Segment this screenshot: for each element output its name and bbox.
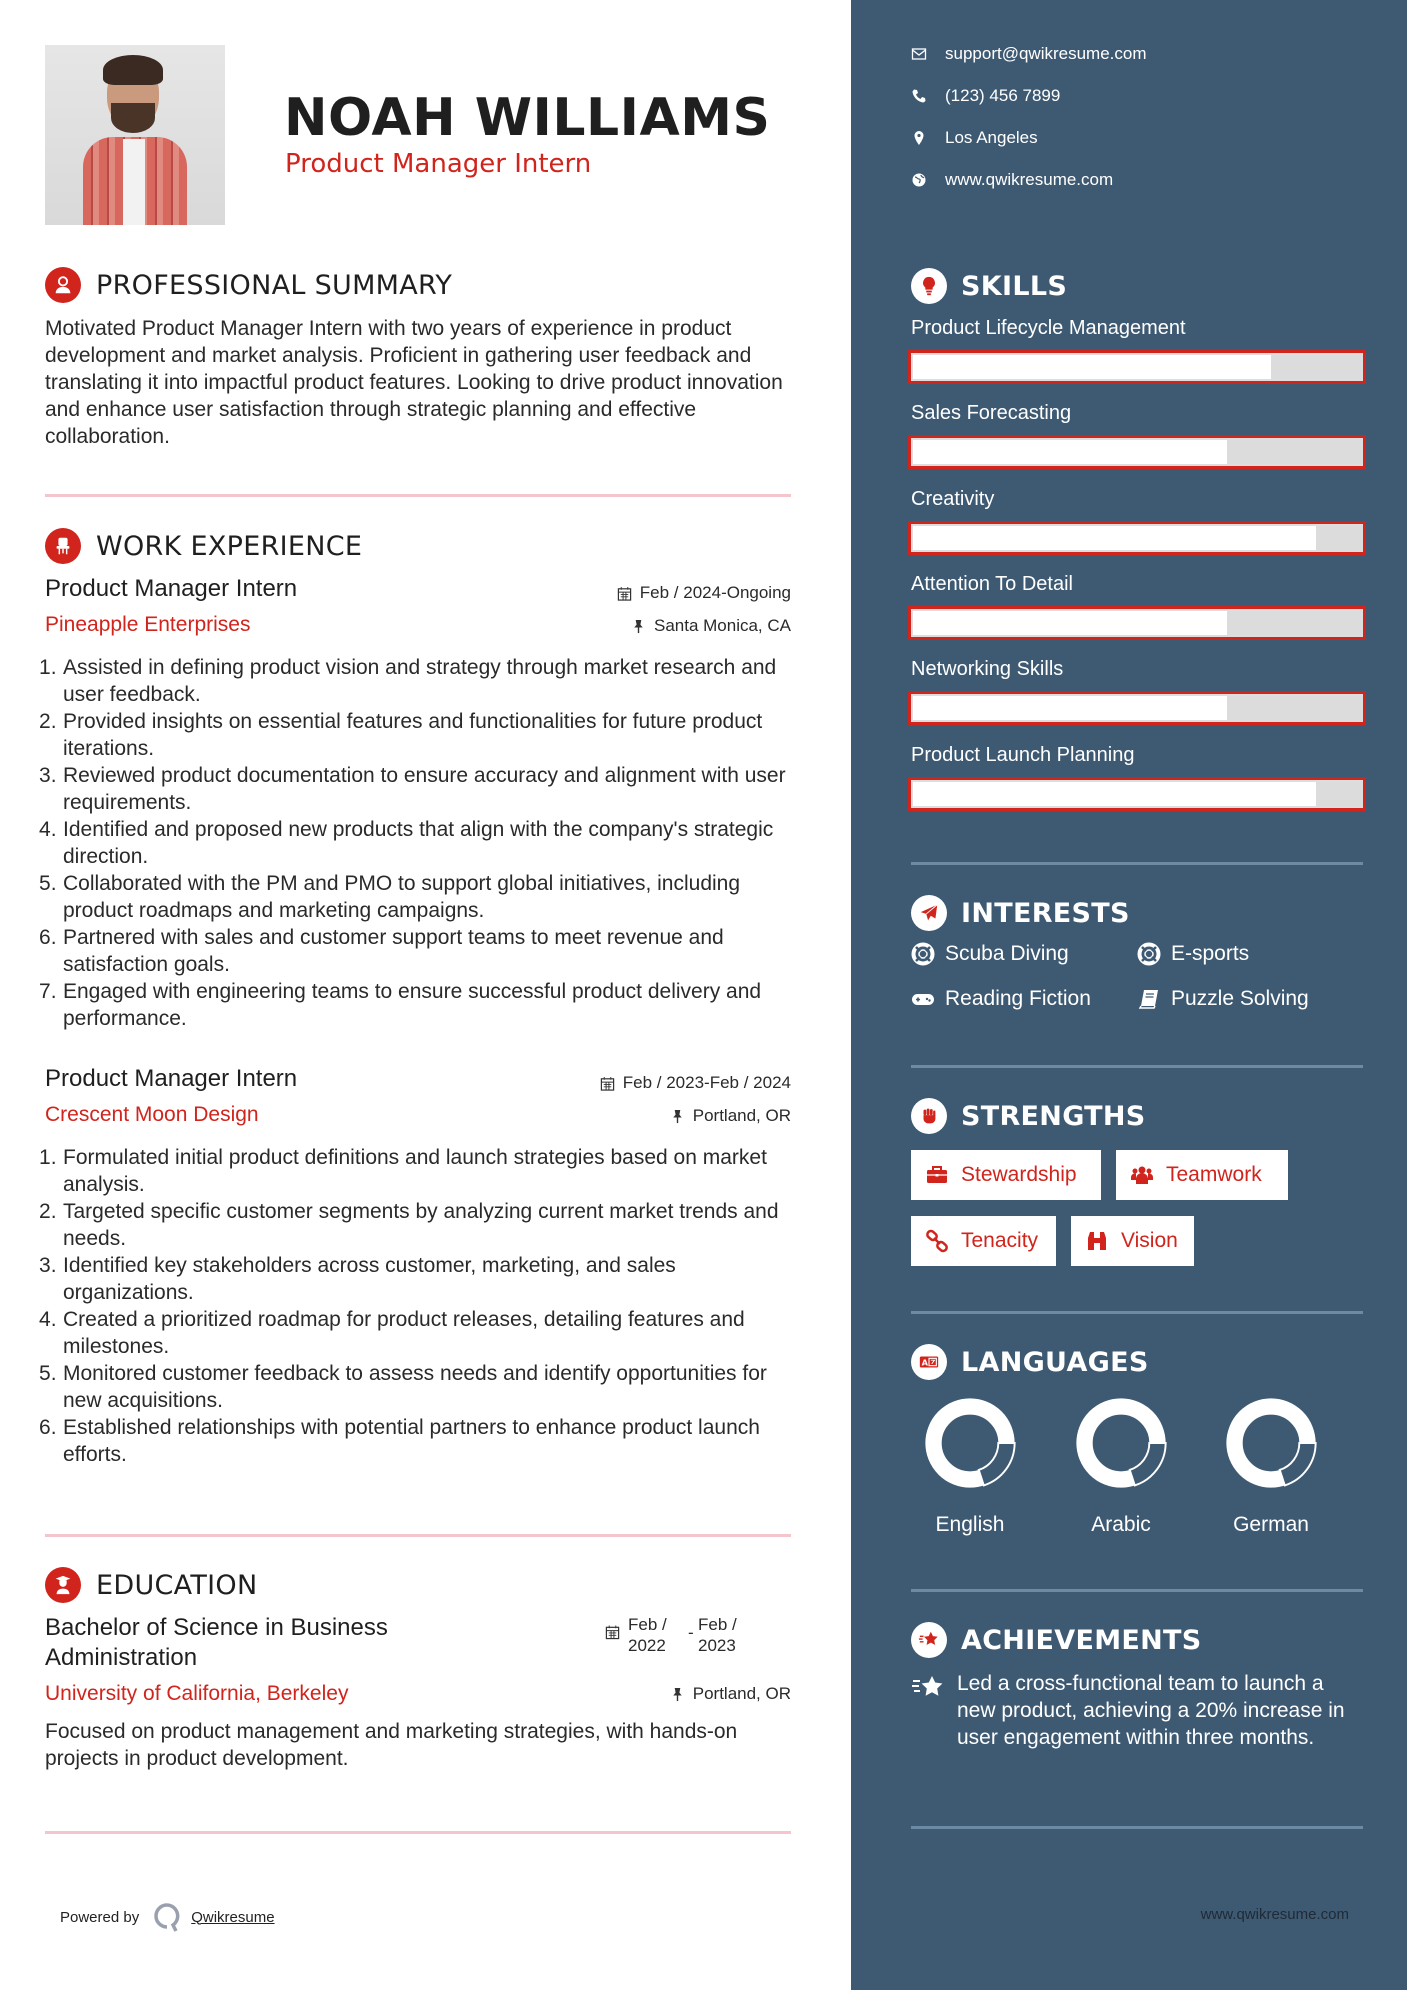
achievement-text: Led a cross-functional team to launch a new product, achieving a 20% increase in user engagement within three months. [957, 1672, 1345, 1749]
lightbulb-icon [911, 268, 947, 304]
job-location-text: Portland, OR [692, 1106, 791, 1125]
interest-label: E-sports [1171, 942, 1250, 965]
photo-beard [111, 103, 155, 133]
section-title: LANGUAGES [961, 1346, 1149, 1378]
skill-fill [913, 526, 1316, 550]
language-donut [1223, 1395, 1319, 1491]
skill-fill [913, 611, 1227, 635]
company-name: Pineapple Enterprises [45, 613, 251, 636]
education-description: Focused on product management and marketing strategies, with hands-on projects in product development. [45, 1720, 738, 1770]
shooting-star-icon [911, 1674, 945, 1702]
strength-label: Stewardship [961, 1163, 1077, 1186]
section-title: INTERESTS [961, 897, 1130, 929]
section-divider [911, 1065, 1363, 1068]
interests-heading [911, 895, 1130, 931]
job-bullet: Established relationships with potential partners to enhance product launch efforts. [63, 1416, 760, 1466]
candidate-title: Product Manager Intern [285, 149, 592, 179]
job-title: Product Manager Intern [45, 1065, 298, 1092]
phone-text: (123) 456 7899 [945, 86, 1061, 105]
school-name: University of California, Berkeley [45, 1682, 349, 1705]
skill-bar [908, 606, 1366, 640]
section-divider [911, 1589, 1363, 1592]
paper-plane-icon [911, 895, 947, 931]
language-label: German [1233, 1513, 1309, 1536]
strength-chip [1071, 1216, 1194, 1266]
job-bullet: Partnered with sales and customer support teams to meet revenue and satisfaction goals. [63, 926, 724, 976]
donut-remainder [979, 1443, 1015, 1485]
job-dates-text: Feb / 2024-Ongoing [639, 583, 791, 602]
strength-chip [1116, 1150, 1288, 1200]
strength-label: Teamwork [1166, 1163, 1262, 1186]
profile-photo [45, 45, 225, 225]
donut-remainder [1280, 1443, 1316, 1485]
star-award-icon [911, 1622, 947, 1658]
globe-icon [911, 172, 927, 188]
language-item [915, 1395, 1025, 1537]
job-location [631, 616, 791, 636]
fist-icon [911, 1098, 947, 1134]
section-title: EDUCATION [96, 1569, 258, 1601]
education-location [670, 1684, 791, 1704]
user-icon [45, 267, 81, 303]
gamepad-icon [911, 987, 935, 1011]
job-bullet: Engaged with engineering teams to ensure successful product delivery and performance. [63, 980, 762, 1030]
skill-fill [913, 355, 1271, 379]
interest-label: Reading Fiction [945, 987, 1091, 1010]
job-bullet: Provided insights on essential features and functionalities for future product iterations. [63, 710, 763, 760]
experience-heading [45, 528, 362, 564]
phone-icon [911, 88, 927, 104]
life-ring-icon [911, 942, 935, 966]
job-dates [600, 1073, 791, 1093]
language-donut [1073, 1395, 1169, 1491]
job-bullet: Collaborated with the PM and PMO to support global initiatives, including product roadmaps and marketing campaigns. [63, 872, 741, 922]
donut-remainder [1130, 1443, 1166, 1485]
job-bullets [45, 1144, 795, 1468]
interest-item [1137, 987, 1309, 1011]
skill-label: Sales Forecasting [911, 402, 1072, 424]
pin-icon [670, 1687, 685, 1702]
education-end: Feb / 2023 [698, 1615, 737, 1655]
skill-fill [913, 440, 1227, 464]
skill-label: Product Lifecycle Management [911, 317, 1186, 339]
education-start: Feb / 2022 [628, 1615, 667, 1655]
contact-phone[interactable] [911, 86, 1060, 106]
skill-fill [913, 696, 1227, 720]
life-ring-icon [1137, 942, 1161, 966]
interest-label: Scuba Diving [945, 942, 1069, 965]
job-bullet: Identified and proposed new products that align with the company's strategic direction. [63, 818, 774, 868]
job-bullet: Assisted in defining product vision and strategy through market research and user feedback. [63, 656, 777, 706]
powered-by [60, 1902, 275, 1932]
contact-email[interactable] [911, 44, 1147, 64]
language-item [1216, 1395, 1326, 1537]
svg-text:A: A [921, 1357, 929, 1368]
language-label: English [935, 1513, 1005, 1536]
section-divider [911, 1311, 1363, 1314]
job-dates-text: Feb / 2023-Feb / 2024 [622, 1073, 791, 1092]
interest-item [911, 987, 1091, 1011]
graduate-icon [45, 1567, 81, 1603]
language-donut [922, 1395, 1018, 1491]
section-divider [45, 1831, 791, 1834]
chair-icon [45, 528, 81, 564]
job-location-text: Santa Monica, CA [653, 616, 791, 635]
skill-bar [908, 521, 1366, 555]
job-bullet: Formulated initial product definitions and launch strategies based on market analysis. [63, 1146, 767, 1196]
education-heading [45, 1567, 257, 1603]
book-icon [1137, 987, 1161, 1011]
skill-label: Product Launch Planning [911, 744, 1135, 766]
calendar-icon [617, 586, 632, 601]
strength-chip [911, 1150, 1101, 1200]
section-title: SKILLS [961, 270, 1068, 302]
link-icon [925, 1229, 949, 1253]
photo-hair [103, 55, 163, 85]
job-location [670, 1106, 791, 1126]
achievements-heading [911, 1622, 1202, 1658]
job-bullet: Created a prioritized roadmap for product releases, detailing features and milestones. [63, 1308, 745, 1358]
section-divider [45, 494, 791, 497]
section-title: WORK EXPERIENCE [96, 530, 363, 562]
achievement-item [911, 1670, 1367, 1751]
website-text: www.qwikresume.com [945, 170, 1114, 189]
job-bullets [45, 654, 795, 1032]
skill-label: Networking Skills [911, 658, 1064, 680]
binoculars-icon [1085, 1229, 1109, 1253]
section-divider [911, 1826, 1363, 1829]
education-dates [605, 1614, 758, 1656]
language-item [1066, 1395, 1176, 1537]
strengths-heading [911, 1098, 1146, 1134]
envelope-icon [911, 46, 927, 62]
job-title: Product Manager Intern [45, 575, 298, 602]
strength-label: Vision [1121, 1229, 1178, 1252]
calendar-icon [605, 1624, 620, 1640]
interest-item [1137, 942, 1249, 966]
qwikresume-logo-icon [153, 1902, 181, 1932]
skill-label: Attention To Detail [911, 573, 1073, 595]
summary-text: Motivated Product Manager Intern with two years of experience in product development and market analysis. Proficient in gathering user feedback and translating it into impactful product features. Looking to drive product innovation and enhance user satisfaction through strategic planning and effective collaboration. [45, 317, 783, 448]
calendar-icon [600, 1076, 615, 1091]
photo-tee [123, 139, 145, 225]
skill-label: Creativity [911, 488, 995, 510]
strength-label: Tenacity [961, 1229, 1039, 1252]
summary-heading [45, 267, 452, 303]
company-name: Crescent Moon Design [45, 1103, 259, 1126]
contact-location [911, 128, 1038, 148]
date-separator: - [688, 1623, 694, 1642]
skill-bar [908, 777, 1366, 811]
job-bullet: Identified key stakeholders across customer, marketing, and sales organizations. [63, 1254, 676, 1304]
contact-website[interactable] [911, 170, 1113, 190]
skill-bar [908, 691, 1366, 725]
job-bullet: Targeted specific customer segments by analyzing current market trends and needs. [63, 1200, 779, 1250]
languages-heading [911, 1344, 1149, 1380]
degree-title: Bachelor of Science in Business Administration [45, 1614, 388, 1671]
job-dates [617, 583, 791, 603]
email-text: support@qwikresume.com [945, 44, 1147, 63]
education-location-text: Portland, OR [692, 1684, 791, 1703]
section-divider [45, 1534, 791, 1537]
language-label: Arabic [1091, 1513, 1151, 1536]
users-icon [1130, 1163, 1154, 1187]
location-text: Los Angeles [945, 128, 1038, 147]
pin-icon [670, 1109, 685, 1124]
skill-bar [908, 350, 1366, 384]
section-title: ACHIEVEMENTS [961, 1624, 1202, 1656]
candidate-name: NOAH WILLIAMS [284, 88, 771, 148]
skill-fill [913, 782, 1316, 806]
qwikresume-link[interactable]: Qwikresume [191, 1908, 275, 1926]
pin-icon [631, 619, 646, 634]
interest-label: Puzzle Solving [1171, 987, 1309, 1010]
translate-icon [911, 1344, 947, 1380]
section-title: PROFESSIONAL SUMMARY [96, 269, 453, 301]
skills-heading [911, 268, 1067, 304]
section-divider [911, 862, 1363, 865]
job-bullet: Monitored customer feedback to assess needs and identify opportunities for new acquisitions. [63, 1362, 767, 1412]
section-title: STRENGTHS [961, 1100, 1146, 1132]
footer-website[interactable]: www.qwikresume.com [1200, 1906, 1349, 1923]
skill-bar [908, 435, 1366, 469]
interest-item [911, 942, 1069, 966]
powered-by-label: Powered by [60, 1908, 140, 1926]
briefcase-icon [925, 1163, 949, 1187]
map-marker-icon [911, 130, 927, 146]
strength-chip [911, 1216, 1056, 1266]
job-bullet: Reviewed product documentation to ensure accuracy and alignment with user requirements. [63, 764, 786, 814]
